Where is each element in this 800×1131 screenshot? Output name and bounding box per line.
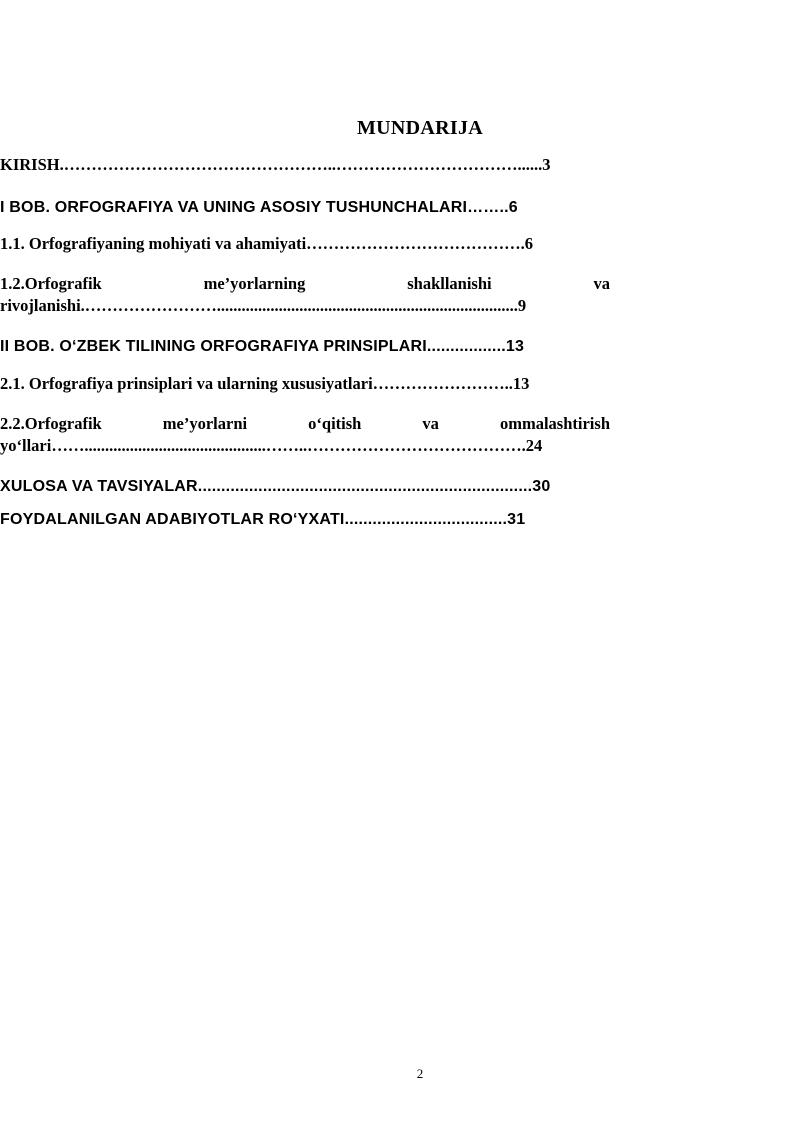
toc-entry-2-2-line1 <box>0 413 610 435</box>
toc-word: 2.2.Orfografik <box>0 414 102 433</box>
toc-entry-bob2: II BOB. O‘ZBEK TILINING ORFOGRAFIYA PRINSIPLARI.................13 <box>0 338 525 355</box>
toc-word: o‘qitish <box>308 414 362 433</box>
toc-entry-adabiyotlar: FOYDALANILGAN ADABIYOTLAR RO‘YXATI...................................31 <box>0 511 526 528</box>
toc-entry-1-2-line2: rivojlanishi.…………………….........................................................................9 <box>0 296 527 315</box>
toc-entry-2-2 <box>0 413 610 457</box>
toc-entry-1-2 <box>0 273 610 317</box>
toc-word: ommalashtirish <box>499 414 610 433</box>
toc-word: me’yorlarning <box>203 274 306 293</box>
toc-entry-bob1: I BOB. ORFOGRAFIYA VA UNING ASOSIY TUSHUNCHALARI……..6 <box>0 199 518 216</box>
toc-entry-kirish: KIRISH.…………………………………………..……………………………......3 <box>0 155 551 174</box>
toc-word: va <box>422 414 439 433</box>
toc-entry-1-1: 1.1. Orfografiyaning mohiyati va ahamiyati………………………………….6 <box>0 234 534 253</box>
toc-entry-2-2-line2: yo‘llari……............................................……..………………………………….24 <box>0 436 543 455</box>
toc-entry-2-1: 2.1. Orfografiya prinsiplari va ularning xususiyatlari……………………..13 <box>0 374 530 393</box>
toc-entry-1-2-line1 <box>0 273 610 295</box>
toc-word: 1.2.Orfografik <box>0 274 102 293</box>
toc-word: shakllanishi <box>407 274 492 293</box>
page-title: MUNDARIJA <box>356 117 484 139</box>
page-number: 2 <box>416 1066 424 1081</box>
toc-word: va <box>593 274 610 293</box>
toc-word: me’yorlarni <box>162 414 248 433</box>
toc-entry-xulosa: XULOSA VA TAVSIYALAR........................................................................30 <box>0 478 551 495</box>
